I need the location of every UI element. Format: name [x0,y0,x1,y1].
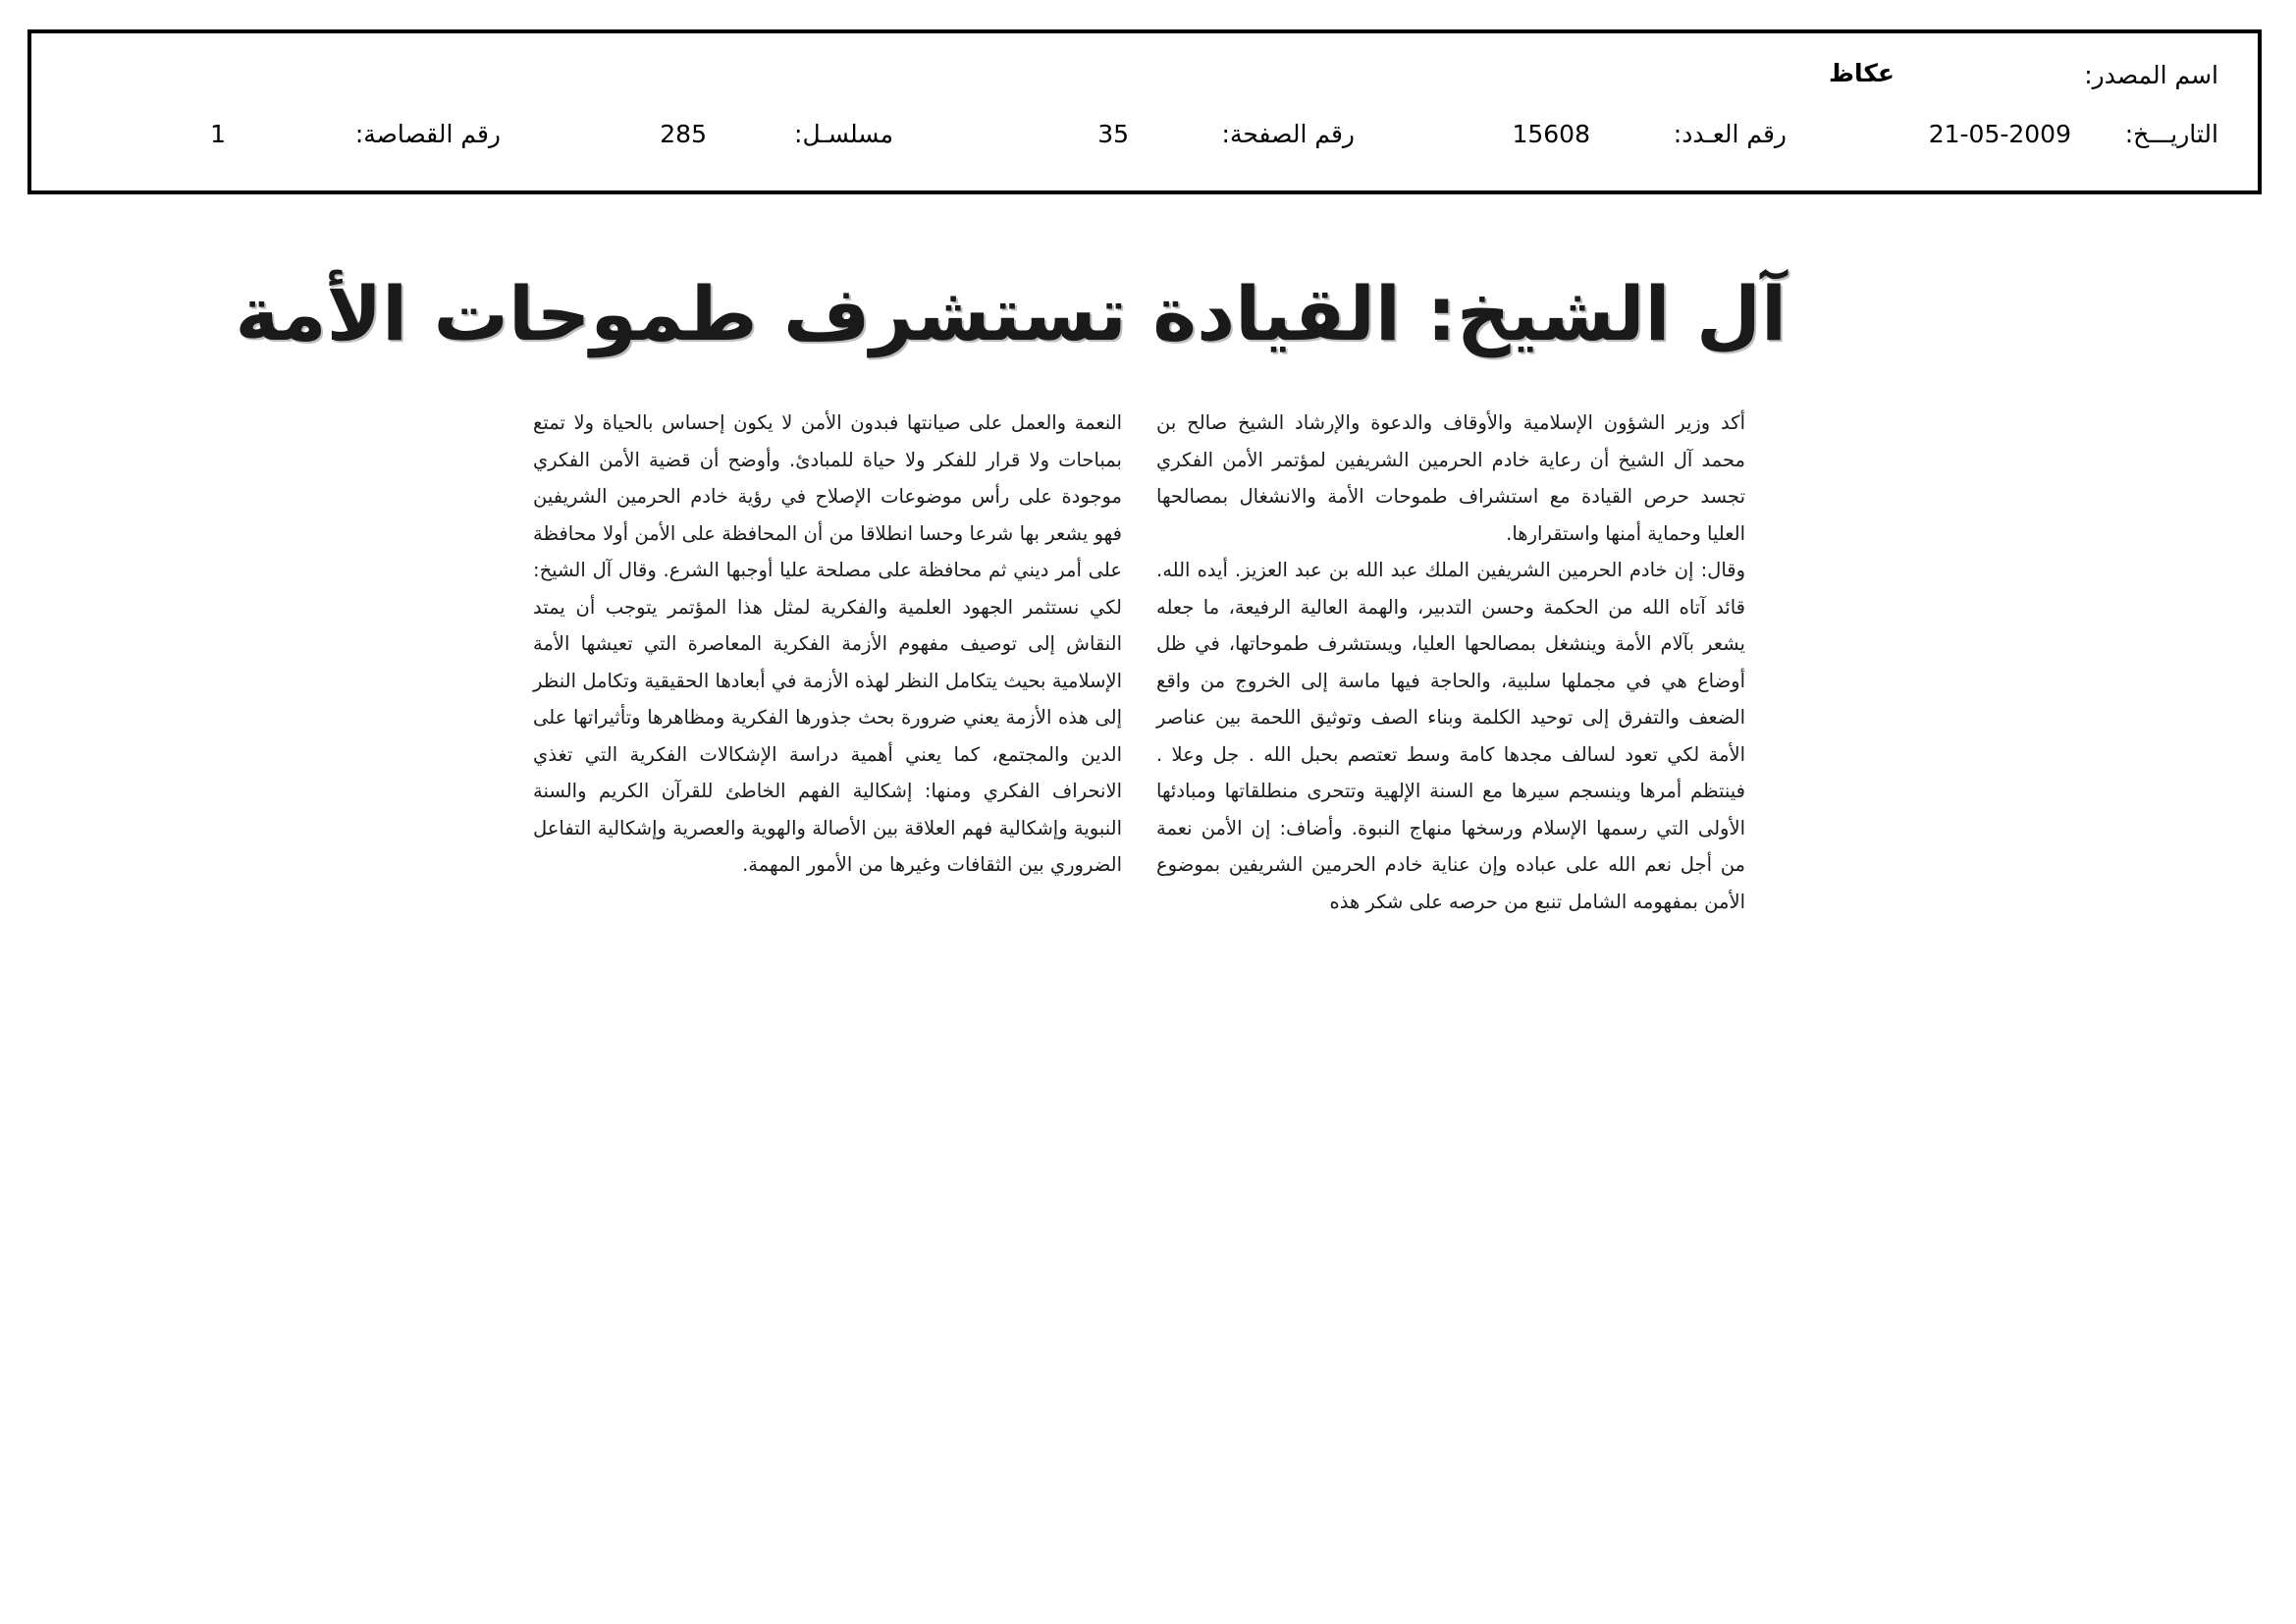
article-headline: آل الشيخ: القيادة تستشرف طموحات الأمة [235,270,1787,357]
issue-value: 15608 [1512,120,1590,148]
article-paragraph: النعمة والعمل على صيانتها فبدون الأمن لا يكون إحساس بالحياة ولا تمتع بمباحات ولا قرار للفكر ولا حياة للمبادئ. وأوضح أن قضية الأمن الفكري موجودة على رأس موضوعات الإصلاح في رؤية خادم الحرمين الشريفين فهو يشعر بها شرعا وحسا انطلاقا من أن المحافظة على الأمن أولا محافظة على أمر ديني ثم محافظة على مصلحة عليا أوجبها الشرع. وقال آل الشيخ: لكي نستثمر الجهود العلمية والفكرية لمثل هذا المؤتمر يتوجب أن يمتد النقاش إلى توصيف مفهوم الأزمة الفكرية المعاصرة التي تعيشها الأمة الإسلامية بحيث يتكامل النظر لهذه الأزمة في أبعادها الحقيقية وتكامل النظر إلى هذه الأزمة يعني ضرورة بحث جذورها الفكرية ومظاهرها وتأثيراتها على الدين والمجتمع، كما يعني أهمية دراسة الإشكالات الفكرية التي تغذي الانحراف الفكري ومنها: إشكالية الفهم الخاطئ للقرآن الكريم والسنة النبوية وإشكالية فهم العلاقة بين الأصالة والهوية والعصرية وإشكالية التفاعل الضروري بين الثقافات وغيرها من الأمور المهمة. [533,411,1122,876]
article-column-right [1156,405,1745,920]
source-value: عكاظ [1829,59,1895,87]
date-value: 21-05-2009 [1928,120,2071,148]
clip-value: 1 [210,120,226,148]
article-column-left [533,405,1122,884]
page-label: رقم الصفحة: [1221,120,1355,148]
article-paragraph: أكد وزير الشؤون الإسلامية والأوقاف والدعوة والإرشاد الشيخ صالح بن محمد آل الشيخ أن رعاية خادم الحرمين الشريفين لمؤتمر الأمن الفكري تجسد حرص القيادة مع استشراف طموحات الأمة والانشغال بمصالحها العليا وحماية أمنها واستقرارها. [1156,411,1745,545]
serial-value: 285 [660,120,707,148]
source-label: اسم المصدر: [2084,61,2218,89]
page-value: 35 [1097,120,1129,148]
serial-label: مسلسـل: [794,120,893,148]
article-paragraph: وقال: إن خادم الحرمين الشريفين الملك عبد الله بن عبد العزيز. أيده الله. قائد آتاه الله من الحكمة وحسن التدبير، والهمة العالية الرفيعة، ما جعله يشعر بآلام الأمة وينشغل بمصالحها العليا، ويستشرف طموحاتها، في ظل أوضاع هي في مجملها سلبية، والحاجة فيها ماسة إلى الخروج من واقع الضعف والتفرق إلى توحيد الكلمة وبناء الصف وتوثيق اللحمة بين عناصر الأمة لكي تعود لسالف مجدها كامة وسط تعتصم بحبل الله . جل وعلا . فينتظم أمرها وينسجم سيرها مع السنة الإلهية وتتحرى منطلقاتها ومبادئها الأولى التي رسمها الإسلام ورسخها منهاج النبوة. وأضاف: إن الأمن نعمة من أجل نعم الله على عباده وإن عناية خادم الحرمين الشريفين بموضوع الأمن بمفهومه الشامل تنبع من حرصه على شكر هذه [1156,559,1745,913]
date-label: التاريـــخ: [2124,120,2218,148]
issue-label: رقم العـدد: [1673,120,1787,148]
clip-label: رقم القصاصة: [354,120,501,148]
metadata-box [27,29,2262,194]
